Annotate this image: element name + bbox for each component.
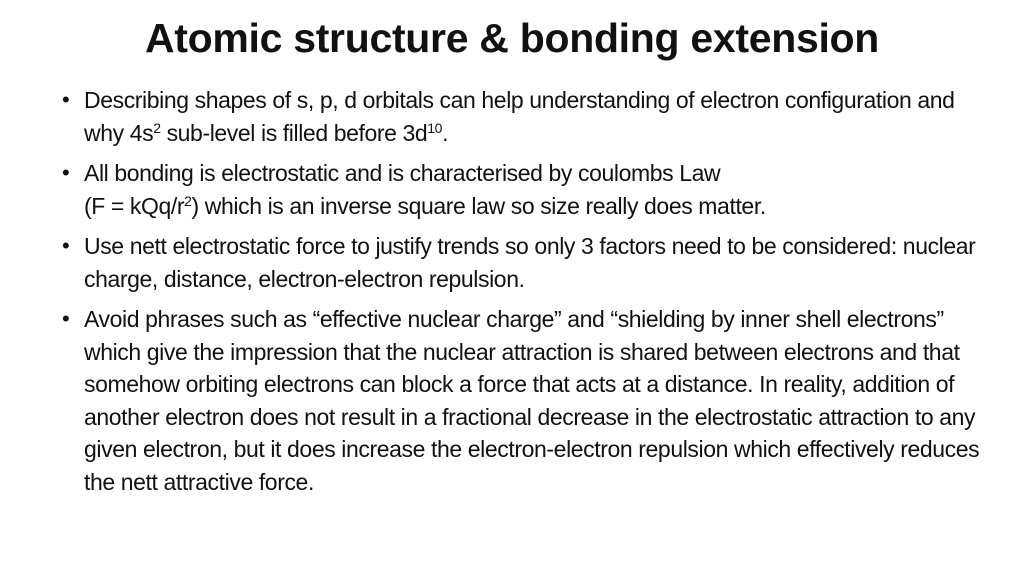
superscript: 2 [184, 192, 192, 209]
bullet-avoid-phrases [60, 303, 980, 498]
bullet-coulombs-law [60, 157, 980, 222]
slide-title: Atomic structure & bonding extension [144, 15, 880, 61]
superscript: 10 [427, 119, 443, 136]
bullet-nett-force [60, 230, 980, 295]
superscript: 2 [153, 119, 161, 136]
bullet-marker: • [62, 87, 70, 112]
bullet-orbitals [60, 84, 980, 149]
bullet-text: Avoid phrases such as “effective nuclear charge” and “shielding by inner shell electrons” which give the impression that the nuclear attraction is shared between electrons and that somehow orbiting electrons can block a force that acts at a distance. In reality, addition of another electron does not result in a fractional decrease in the electrostatic attraction to any given electron, but it does increase the electron-electron repulsion which effectively reduces the nett attractive force. [84, 306, 980, 495]
bullet-text: Describing shapes of s, p, d orbitals can help understanding of electron configuration and why $4s^2$ sub-level is filled before $3d^{10}$. [84, 87, 955, 146]
bullet-list [60, 84, 980, 506]
bullet-text: Use nett electrostatic force to justify trends so only 3 factors need to be considered: nuclear charge, distance, electron-electron repulsion. [84, 233, 976, 292]
bullet-marker: • [62, 233, 70, 258]
bullet-marker: • [62, 160, 70, 185]
bullet-marker: • [62, 306, 70, 331]
bullet-text: All bonding is electrostatic and is characterised by coulombs Law (F = kQq/$r^2$) which is an inverse square law so size really does matter. [84, 160, 766, 219]
